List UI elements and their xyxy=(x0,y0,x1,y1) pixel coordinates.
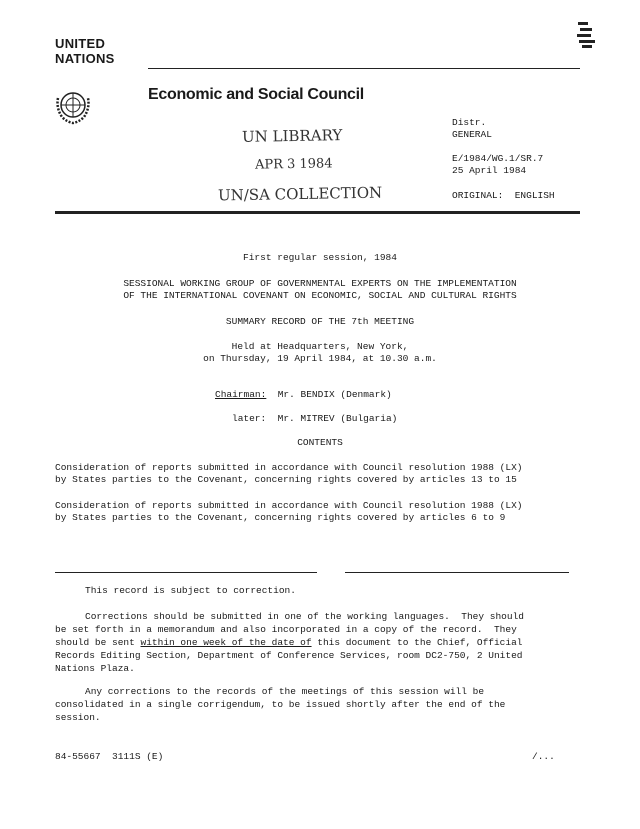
contents-heading: CONTENTS xyxy=(297,437,343,448)
un-emblem-icon xyxy=(53,86,93,126)
document-symbol: E/1984/WG.1/SR.7 xyxy=(452,153,544,164)
working-group-line-2: OF THE INTERNATIONAL COVENANT ON ECONOMIC, SOCIAL AND CULTURAL RIGHTS xyxy=(123,290,517,301)
footer-rule-left xyxy=(55,572,317,573)
chairman-name: Mr. BENDIX (Denmark) xyxy=(277,389,392,400)
meeting-place: Held at Headquarters, New York, xyxy=(231,341,409,352)
organization-name xyxy=(55,36,115,66)
library-stamp: UN LIBRARY xyxy=(241,126,343,146)
later-chairman-name: Mr. MITREV (Bulgaria) xyxy=(277,413,398,424)
corrections-line-4: Records Editing Section, Department of Conference Services, room DC2-750, 2 United xyxy=(55,650,523,661)
corrections-line-3 xyxy=(55,637,522,649)
distribution-value: GENERAL xyxy=(452,129,492,140)
document-date: 25 April 1984 xyxy=(452,165,527,176)
record-title: SUMMARY RECORD OF THE 7th MEETING xyxy=(225,316,415,327)
corrections-line-1: Corrections should be submitted in one of the working languages. They should xyxy=(85,611,524,622)
header-top-rule xyxy=(148,68,580,69)
consolidation-line-1: Any corrections to the records of the meetings of this session will be xyxy=(85,686,485,697)
contents-item-2-line-1: Consideration of reports submitted in accordance with Council resolution 1988 (LX) xyxy=(55,500,523,511)
corrections-line-3-start: should be sent xyxy=(55,637,141,648)
footer-rule-right xyxy=(345,572,569,573)
council-name: Economic and Social Council xyxy=(148,86,364,103)
collection-stamp: UN/SA COLLECTION xyxy=(217,183,383,205)
chairman-label: Chairman: xyxy=(215,389,267,400)
received-stamp: APR 3 1984 xyxy=(254,156,333,173)
document-number: 84-55667 3111S (E) xyxy=(55,751,164,762)
corrections-line-2: be set forth in a memorandum and also incorporated in a copy of the record. They xyxy=(55,624,517,635)
meeting-time: on Thursday, 19 April 1984, at 10.30 a.m. xyxy=(203,353,437,364)
org-line-1: UNITED xyxy=(55,36,106,51)
correction-note: This record is subject to correction. xyxy=(85,585,296,596)
chairman-line xyxy=(215,389,392,401)
contents-item-2-line-2: by States parties to the Covenant, concerning rights covered by articles 6 to 9 xyxy=(55,512,506,523)
org-line-2: NATIONS xyxy=(55,51,115,66)
session-line: First regular session, 1984 xyxy=(243,252,397,263)
continued-marker: /... xyxy=(532,751,555,762)
contents-item-1-line-1: Consideration of reports submitted in accordance with Council resolution 1988 (LX) xyxy=(55,462,523,473)
original-language: ORIGINAL: ENGLISH xyxy=(452,190,555,201)
header-bottom-rule xyxy=(55,211,580,214)
working-group-line-1: SESSIONAL WORKING GROUP OF GOVERNMENTAL EXPERTS ON THE IMPLEMENTATION xyxy=(123,278,517,289)
consolidation-line-2: consolidated in a single corrigendum, to be issued shortly after the end of the xyxy=(55,699,506,710)
contents-item-1-line-2: by States parties to the Covenant, concerning rights covered by articles 13 to 15 xyxy=(55,474,517,485)
corrections-line-3-end: this document to the Chief, Official xyxy=(311,637,523,648)
later-chairman-line xyxy=(232,413,397,425)
distribution-label: Distr. xyxy=(452,117,487,128)
corner-mark xyxy=(576,22,598,48)
corrections-line-5: Nations Plaza. xyxy=(55,663,135,674)
deadline-underlined: within one week of the date of xyxy=(140,637,312,648)
consolidation-line-3: session. xyxy=(55,712,101,723)
later-label: later: xyxy=(232,413,267,424)
